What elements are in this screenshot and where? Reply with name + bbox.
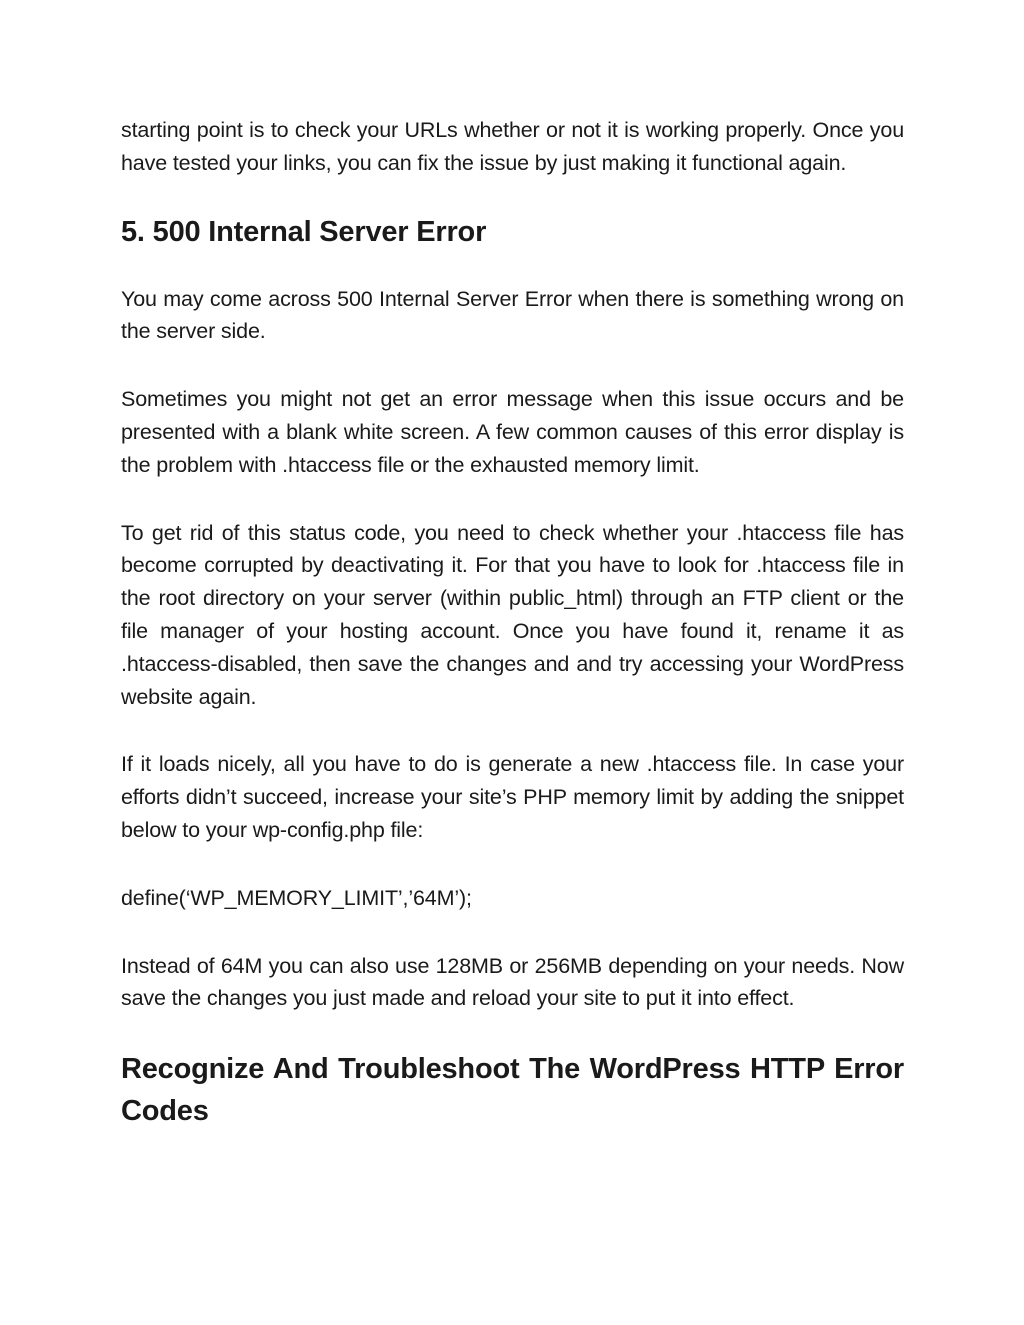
intro-paragraph: starting point is to check your URLs whether or not it is working properly. Once you have tested your links, you can fix the issue by just making it functional again.: [121, 118, 904, 175]
closing-paragraph: Instead of 64M you can also use 128MB or 256MB depending on your needs. Now save the changes you just made and reload your site to put it into effect.: [121, 953, 904, 1011]
body-paragraph: You may come across 500 Internal Server Error when there is something wrong on the server side.: [121, 286, 904, 344]
next-section-heading: Recognize And Troubleshoot The WordPress HTTP Error Codes: [121, 1053, 904, 1128]
body-paragraph: Sometimes you might not get an error message when this issue occurs and be presented with a blank white screen. A few common causes of this error display is the problem with .htaccess file or the exhausted memory limit.: [121, 387, 904, 477]
document-page: [121, 114, 904, 1132]
section-heading: 5. 500 Internal Server Error: [121, 215, 487, 248]
code-snippet: define(‘WP_MEMORY_LIMIT’,’64M’);: [121, 885, 472, 910]
body-paragraph: To get rid of this status code, you need to check whether your .htaccess file has become corrupted by deactivating it. For that you have to look for .htaccess file in the root directory on your server (within public_html) through an FTP client or the file manager of your hosting account. Once you have found it, rename it as .htaccess-disabled, then save the changes and and try accessing your WordPress website again.: [121, 520, 904, 709]
body-paragraph: If it loads nicely, all you have to do is generate a new .htaccess file. In case your efforts didn’t succeed, increase your site’s PHP memory limit by adding the snippet below to your wp-config.php file:: [121, 752, 904, 842]
